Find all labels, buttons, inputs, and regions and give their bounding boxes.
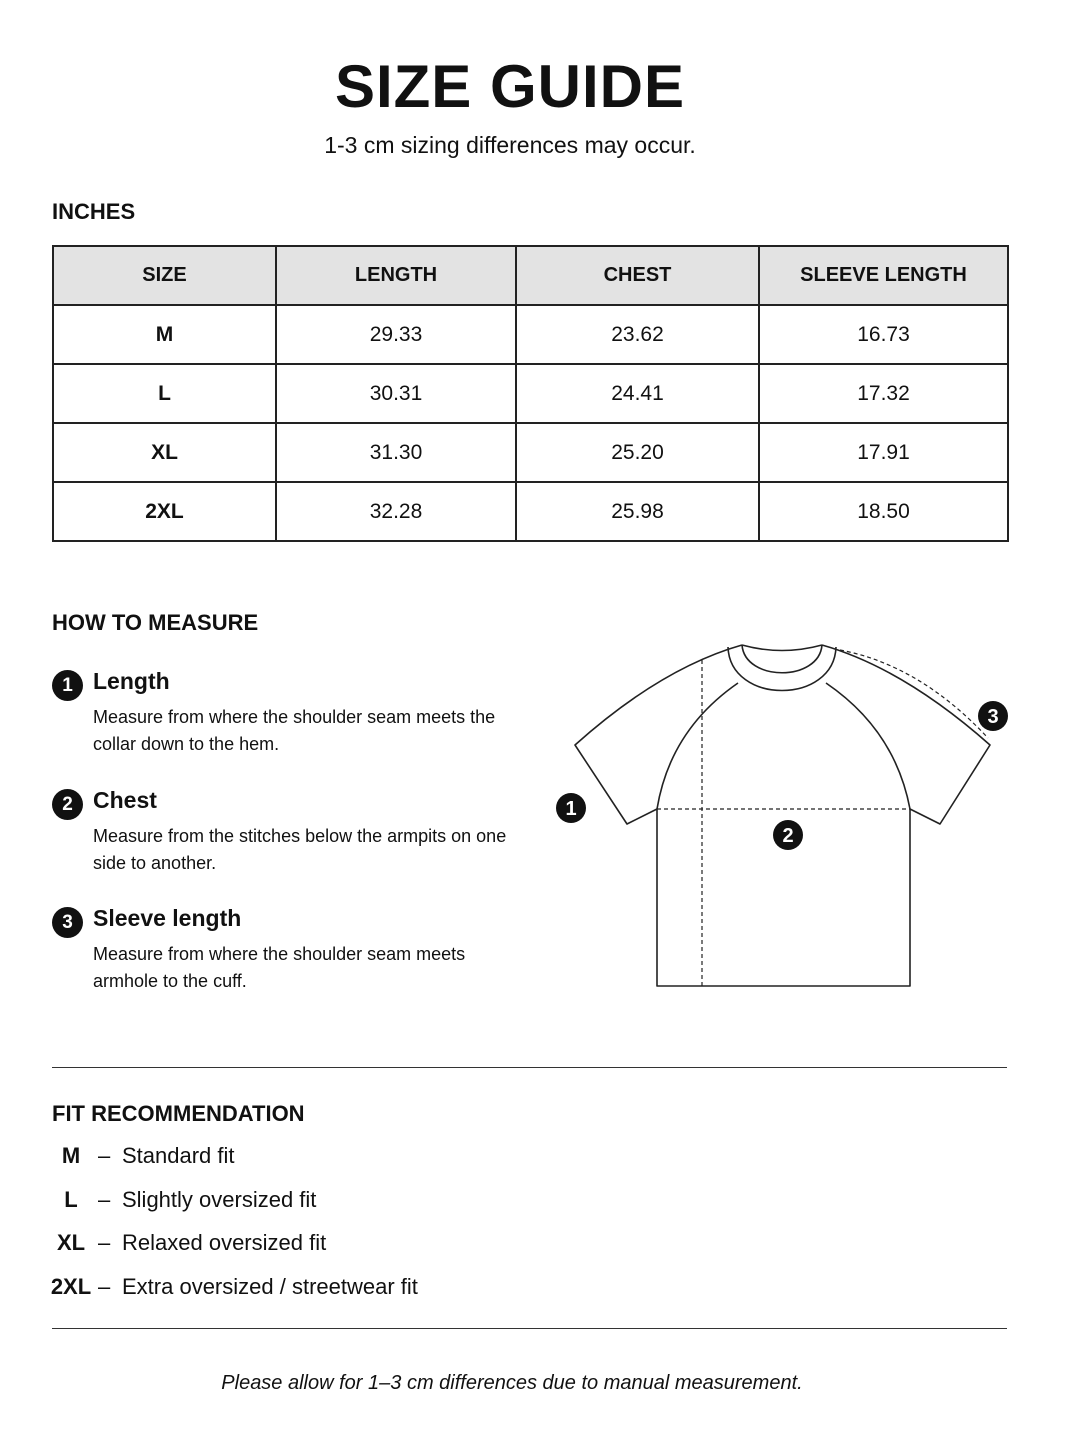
table-row [53, 423, 1008, 482]
cell-size: 2XL [53, 482, 276, 541]
fit-size: XL [56, 1230, 86, 1255]
cell-size: XL [53, 423, 276, 482]
measure-step-chest [52, 787, 512, 887]
size-table [52, 245, 1009, 542]
column-header-length: LENGTH [276, 246, 516, 305]
cell-sleeve-length: 18.50 [759, 482, 1008, 541]
cell-chest: 25.98 [516, 482, 759, 541]
cell-size: L [53, 364, 276, 423]
fit-separator: – [98, 1187, 111, 1212]
step-description: Measure from where the shoulder seam meets the collar down to the hem. [93, 707, 496, 754]
tshirt-diagram [540, 630, 1020, 1000]
step-number-badge: 2 [52, 789, 83, 820]
footnote: Please allow for 1–3 cm differences due to manual measurement. [221, 1372, 803, 1394]
fit-size: M [61, 1143, 81, 1168]
column-header-size: SIZE [53, 246, 276, 305]
tshirt-collar-inner [742, 645, 822, 673]
fit-description: Extra oversized / streetwear fit [122, 1274, 418, 1299]
tshirt-outline [575, 645, 990, 986]
step-number-badge: 3 [52, 907, 83, 938]
cell-sleeve-length: 17.32 [759, 364, 1008, 423]
step-title: Length [93, 668, 170, 694]
fit-description: Standard fit [122, 1143, 235, 1168]
fit-separator: – [98, 1274, 111, 1299]
fit-separator: – [98, 1230, 111, 1255]
fit-separator: – [98, 1143, 111, 1168]
table-row [53, 364, 1008, 423]
fit-description: Relaxed oversized fit [122, 1230, 327, 1255]
measure-step-sleeve-length [52, 905, 512, 1005]
measure-step-length [52, 668, 512, 768]
column-header-chest: CHEST [516, 246, 759, 305]
section-divider [52, 1067, 1007, 1068]
cell-size: M [53, 305, 276, 364]
how-to-measure-heading: HOW TO MEASURE [52, 610, 259, 635]
cell-length: 30.31 [276, 364, 516, 423]
diagram-marker-chest-label: 2 [782, 825, 794, 847]
cell-length: 29.33 [276, 305, 516, 364]
cell-chest: 24.41 [516, 364, 759, 423]
diagram-marker-sleeve-label: 3 [987, 706, 999, 728]
tshirt-sleeve-seam-right [826, 683, 910, 809]
step-title: Chest [93, 787, 157, 813]
cell-length: 31.30 [276, 423, 516, 482]
cell-sleeve-length: 17.91 [759, 423, 1008, 482]
unit-label: INCHES [52, 199, 136, 224]
page-title: SIZE GUIDE [334, 53, 686, 120]
table-row [53, 482, 1008, 541]
step-description: Measure from where the shoulder seam meets armhole to the cuff. [93, 944, 466, 991]
cell-chest: 23.62 [516, 305, 759, 364]
column-header-sleeve-length: SLEEVE LENGTH [759, 246, 1008, 305]
diagram-marker-length-label: 1 [565, 798, 577, 820]
step-number-badge: 1 [52, 670, 83, 701]
table-header-row [53, 246, 1008, 305]
fit-size: 2XL [50, 1274, 92, 1299]
table-row [53, 305, 1008, 364]
section-divider [52, 1328, 1007, 1329]
tshirt-collar-neckline [742, 645, 822, 651]
cell-length: 32.28 [276, 482, 516, 541]
fit-recommendation-heading: FIT RECOMMENDATION [52, 1101, 305, 1126]
fit-description: Slightly oversized fit [122, 1187, 317, 1212]
cell-sleeve-length: 16.73 [759, 305, 1008, 364]
tshirt-sleeve-seam-left [657, 683, 738, 809]
page-subtitle: 1-3 cm sizing differences may occur. [324, 132, 696, 158]
cell-chest: 25.20 [516, 423, 759, 482]
fit-size: L [64, 1187, 78, 1212]
step-title: Sleeve length [93, 905, 242, 931]
step-description: Measure from the stitches below the armpits on one side to another. [93, 826, 507, 873]
